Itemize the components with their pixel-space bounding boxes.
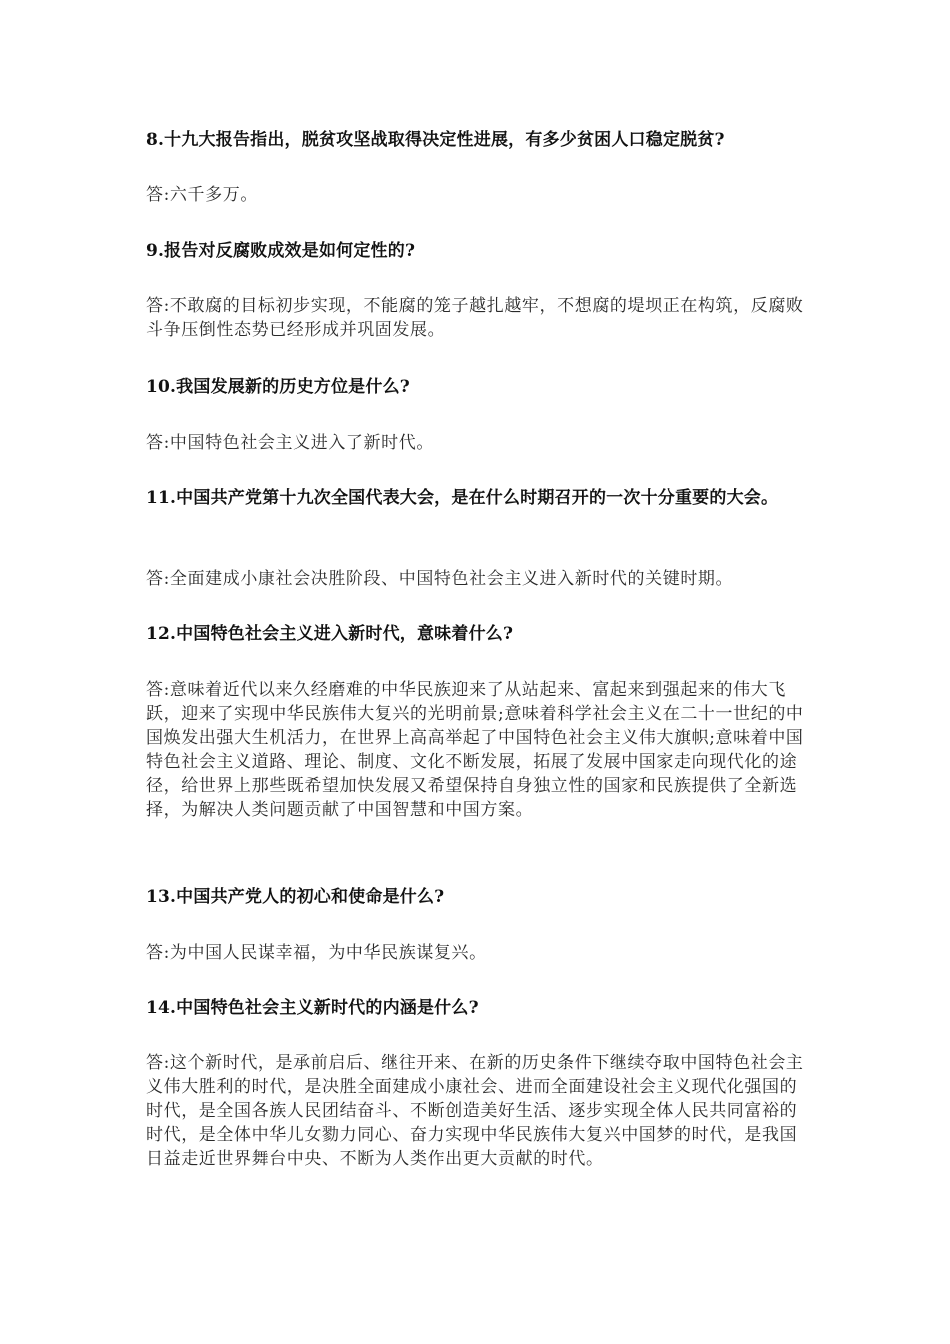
question-13: 13.中国共产党人的初心和使命是什么? <box>146 887 445 907</box>
answer-11: 答:全面建成小康社会决胜阶段、中国特色社会主义进入新时代的关键时期。 <box>146 569 734 589</box>
question-12: 12.中国特色社会主义进入新时代，意味着什么? <box>146 624 514 644</box>
question-11: 11.中国共产党第十九次全国代表大会，是在什么时期召开的一次十分重要的大会。 <box>146 488 779 508</box>
answer-8: 答:六千多万。 <box>146 185 258 205</box>
answer-14: 答:这个新时代，是承前启后、继往开来、在新的历史条件下继续夺取中国特色社会主义伟大胜利的时代，是决胜全面建成小康社会、进而全面建设社会主义现代化强国的时代，是全国各族人民团结奋斗、不断创造美好生活、逐步实现全体人民共同富裕的时代，是全体中华儿女勠力同心、奋力实现中华民族伟大复兴中国梦的时代，是我国日益走近世界舞台中央、不断为人类作出更大贡献的时代。 <box>146 1053 804 1169</box>
question-8: 8.十九大报告指出，脱贫攻坚战取得决定性进展，有多少贫困人口稳定脱贫? <box>146 130 725 150</box>
question-9: 9.报告对反腐败成效是如何定性的? <box>146 241 416 261</box>
answer-10: 答:中国特色社会主义进入了新时代。 <box>146 433 434 453</box>
answer-9: 答:不敢腐的目标初步实现，不能腐的笼子越扎越牢，不想腐的堤坝正在构筑，反腐败斗争压倒性态势已经形成并巩固发展。 <box>146 296 804 340</box>
answer-13: 答:为中国人民谋幸福，为中华民族谋复兴。 <box>146 943 487 963</box>
answer-12: 答:意味着近代以来久经磨难的中华民族迎来了从站起来、富起来到强起来的伟大飞跃，迎来了实现中华民族伟大复兴的光明前景;意味着科学社会主义在二十一世纪的中国焕发出强大生机活力，在世界上高高举起了中国特色社会主义伟大旗帜;意味着中国特色社会主义道路、理论、制度、文化不断发展，拓展了发展中国家走向现代化的途径，给世界上那些既希望加快发展又希望保持自身独立性的国家和民族提供了全新选择，为解决人类问题贡献了中国智慧和中国方案。 <box>146 680 804 820</box>
question-14: 14.中国特色社会主义新时代的内涵是什么? <box>146 998 479 1018</box>
question-10: 10.我国发展新的历史方位是什么? <box>146 377 410 397</box>
